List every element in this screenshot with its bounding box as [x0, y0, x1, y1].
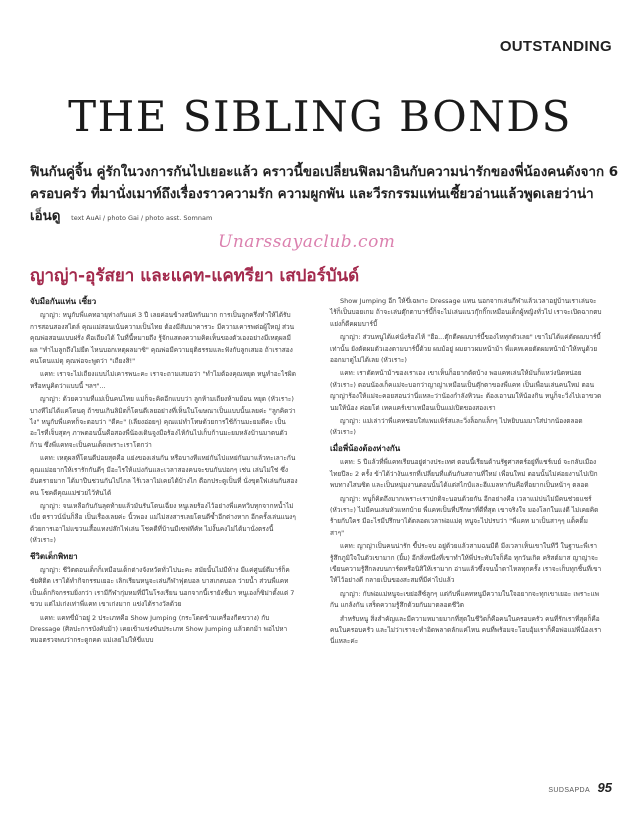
body-paragraph: แคท: แคทขี่ม้าอยู่ 2 ประเภทคือ Show Jumping (กระโดดข้ามเครื่องกีดขวาง) กับ Dressage (ศิลปะการบังคับม้า) เคยเข้าแข่งขันประเภท Show Jumping แล้วตกม้า พอไปหาหมอตรวจพบว่ากระดูกคด แม่เลยไม่ให้ขี่แบบ	[30, 613, 288, 645]
body-paragraph: ญาญ่า: หนูกับพี่แคทอายุห่างกันแค่ 3 ปี เลยค่อนข้างสนิทกันมาก การเป็นลูกครึ่งทำให้ได้รับการสอนสองสไตล์ คุณแม่สอนเน้นความเป็นไทย ต้องมีสัมมาคารวะ มีความเคารพต่อผู้ใหญ่ ส่วนคุณพ่อสอนแบบฝรั่ง คือเถียงได้ ในที่นี้หมายถึง รู้จักแสดงความคิดเห็นของตัวเองอย่างมีเหตุผลมีผล "ทำไมลูกถึงไม่ยืด ไหนบอกเหตุผลมาซิ" คุณพ่อมีความยุติธรรมและฟังกับลูกเสมอ ถ้าเราสองคนโดนแม่ดุ คุณพ่อจะพูดว่า "เถียงสิ!"	[30, 311, 295, 366]
subsection-heading: ชีวิตเด็กพิทยา	[30, 551, 78, 561]
names-heading: ญาญ่า-อุรัสยา และแคท-แคทรียา เสปอร์บันด์	[30, 266, 360, 286]
subsection-heading: จับมือกันแท่น เซี้ยว	[30, 297, 97, 306]
body-paragraph: ญาญ่า: ด้วยความที่แม่เป็นคนไทย แม่ก็จะคิดอีกแบบว่า ลูกห้ามเถียงห้ามย้อน หยุด (หัวเราะ) บางทีไม่ได้แค่โดนดุ ถ้าขนเกินลิมิตก็โดนตีเลยอย่างที่เห็นในโฆษณาเป็นแบบนั้นเลยค่ะ "ลูกคิดว่าไง" หนูกับพี่แคทก็จะตอบว่า "ดีคะ" (เลียงอ่อยๆ) คุณแม่ทำโทษด้วยการใช้ก้านมะยมตีคะ เป็นอะไรที่เจ็บสุดๆ ภาพตอนนั้นคือสองพี่น้องเดินจูงมือร้องไห้กันไปเก็บก้านมะยมหลังบ้านมาตนตัวก้าน ซึ่งพี่แคทจะเป็นคนเด็ดเพราะเราโตกว่า	[30, 395, 296, 449]
watermark: Unarssayaclub.com	[218, 232, 396, 252]
page-footer	[548, 779, 612, 797]
body-paragraph: Show Jumping อีก ให้ขี่เฉพาะ Dressage แทน นอกจากเล่นกีฬาแล้วเวลาอยู่บ้านเราเล่นจะไร้ก็เป็นบอยเกม ถ้าจะเล่นตุ๊กตาบาร์บี้ก็จะไม่เล่นแนวกุ๊กกิ๊กเหมือนเด็กผู้หญิงทั่วไป เราจะเปิดฉากตบแย่งก็ดีคผมบาร์บี้	[330, 297, 602, 328]
photo-credits: text AuAi / photo Gai / photo asst. Somnam	[71, 214, 213, 222]
body-paragraph: ญาญ่า: กับพ่อแม่หนูจะเขย่อสีซ์ลูกๆ แต่กับพี่แคทหนูมีความในใจอยากจะทุกเขาเยอะ เพราะแพกัน แกล้งกัน เสร็ดความรู้สึกด้วยกันมาตลอดชีวิต	[330, 589, 599, 610]
body-paragraph: แคท: เหตุผลที่โดนตีบ่อยสุดคือ แย่งของเล่นกัน หรือบางทีแหย่กันไปแหย่กันมาแล้วทะเลาะกัน คุณแม่อยากให้เรารักกันดีๆ มีอะไรให้แบ่งกันและเวลาสองคนจะขนกันบ่อกๆ เช่น เล่นไม่ใช่ ซึ่งอันตรายมาก ได้มาปืนชวนกันไปไกล ไร้เวลาไม่เคยได้บ้างไก ตือกประตูเป็นที่ นั่งขุดใฟเล่นกันสองคน โชคดีคุณแม่ช่วยไว้ทันได้	[30, 454, 298, 497]
body-paragraph: แคท: เราจะไม่เถียงแบบไม่เคารพนะคะ เราจะถามเสมอว่า "ทำไมต้องคุณหยุด หนูทำอะไรผิด หรือหนูคิดว่าแบบนี้ ฯลฯ"...	[30, 370, 296, 390]
publication-name: SUDSAPDA	[548, 787, 591, 794]
left-column	[30, 296, 298, 649]
body-paragraph: แคท: เราตัดหน้าม้าของเราเอง เขาเห็นก็อยากตัดบ้าง พอแคทเล่นให้มันก็แหว่งนิดหน่อย (หัวเราะ) ตอนน้องเก็คแม่จะบอกว่าญาญ่าเหมือนเป็นตุ๊กตาของพี่แคท เป็นเพื่อนเล่นคนใหม่ ตอนญาญ่าร้องให้แม่จะคอยสอนว่านี่แหละว่าน้องกำลังหิวนะ ต้องเอานมให้น้องกิน หนูก็จะวิ่งไปเอาขวดนมให้น้อง ค่อยโต่ เทคแคร์เขาเหมือนเป็นแม่เปิดของสองเรา	[330, 369, 602, 412]
subsection-heading: เมื่อพี่น้องต้องห่างกัน	[330, 443, 401, 453]
body-paragraph: ญาญ่า: แม่เล่าว่าพี่แคทชอบใส่แพมเพิร์สและวิ่งล็อกแล็กๆ ไปหยิบนมมาใส่ปากน้องตลอด (หัวเราะ)	[330, 417, 583, 437]
right-column	[330, 296, 602, 650]
body-paragraph: ญาญ่า: หนูก็คิดถึงมากเพราะเราปกติจะนอนด้วยกัน อีกอย่างคือ เวลาแม่บ่นไม่มีคนช่วยแชร์ (หัวเราะ) ไม่มีคนเล่นหัวแหกบ้าย พี่แคทเป็นที่ปรึกษาที่ดีที่สุด เขาจริงใจ มองโลกในแง่ดี ไม่เคยคิดร้ายกับใคร มีอะไรมีปรึกษาได้ตลอดเวลาพ่อแม่ดุ หนูจะไปปรบว่า "พี่แคท มาเป็นสาๆๆ แด็คติ้มสาๆ"	[330, 494, 599, 537]
page-number: 95	[597, 780, 612, 795]
lead-paragraph	[30, 162, 620, 229]
lead-text: ฟินกันคู่จิ้น คู่รักในวงการกันไปเยอะแล้ว คราวนี้ขอเปลี่ยนฟิลมาอินกับความน่ารักของพี่น้องคนดังจาก 6 ครอบครัว ที่มานั่งเมาท์ถึงเรื่องราวความรัก ความผูกพัน และวีรกรรมแท่นเซี้ยวอ่านแล้วพูดเลยว่าน่าเอ็นดู	[30, 165, 619, 224]
body-paragraph: ญาญ่า: ส่วนหนูได้แค่นั่งร้องไห้ "ฮือ...ตุ๊กตีคผมบาร์บี้ของไหทุกตัวเลย" เขาไม่ได้แค่ตัดผมบาร์บี้เท่านั้น ยังตัดผมตัวเองตามบาร์บี้ด้วย ผมม้อยู่ ผมยาวผมหน้าม้า พี่แคทเคยตัดผมหน้าม้าให้หนูด้วย ออกมาดูไม่ได้เลย (หัวเราะ)	[330, 333, 601, 365]
body-paragraph: สำหรับหนู สิ่งสำคัญและมีความหมายมากที่สุดในชีวิตก็คือคนในครอบครัว คนที่รักเราที่สุดก็คือคนในครอบครัว และไม่ว่าเราจะทำอิดพลาดลักแค่ไหน คนที่พร้อมจะโอบอุ้มเราก็คือพ่อแม่พี่น้องเรานี่แหละค่ะ	[330, 614, 602, 646]
body-paragraph: แคท: ญาญ่าเป็นคนน่ารัก ขี้ประจบ อยู่ด้วยแล้วสามฉนมีดี มีงเวลาเห็นเขาในทีวี ในฐานะพี่เรารู้สึกภูมิใจในตัวเขามาก (ยิ้ม) อีกสิ่งหนึ่งที่เขาทำให้พี่ประทับใจก็คือ ทุกวันเกิด คริสต์มาส ญาญ่าจะเขียนความรู้สึกลงบนการ์ดหรือนิสิให้เรามาก อ่านแล้วซึ้งจนน้ำตาไหลทุกครั้ง เราจะเก็บทุกชิ้นที่เขาให้ไว้อย่างดี กลายเป็นของสะสมที่มีค่าไปแล้ว	[330, 542, 602, 585]
section-label: OUTSTANDING	[499, 38, 612, 55]
body-paragraph: ญาญ่า: จนเหลือกันกันลุดท้ายแล้วมันรันโดนเฉี่ยง หนูเลยร้องไว้อย่างพี่แคทวิบทุกจากหน้ำไม่เบี่ย ตราวน์นั่นก็ลือ เป็นเรื่องเลยค่ะ นิ้วพอง แม่ไม่สงสารเลยโดนตีซ้ำอีกต่างหาก อีกครั้งเล่นแนงๆ ด้วยการเอาไม่แขวนเสื้อแทงปล๊กไฟเล่น โชคดีที่บ้านมีเซฟทีคัท ไม่งั้นคงไม่ได้มานั่งตรงนี้ (หัวเราะ)	[30, 501, 296, 545]
body-paragraph: ญาญ่า: ชีวิตตอนเด็กก็เหมือนเด็กต่างจังหวัดทั่วไปนะคะ สมัยนั้นไม่มีห้าง มีแค่ศูนย์ดีมาร์ก็ค ชัยศิติด เราได้ทำกิจกรรมเยอะ เลิกเรียนหนูจะเล่นกีฬาฟุตบอล บาสเกตบอล ว่ายน้ำ ส่วนพี่แคทเป็นเด็กกิจกรรมยิ่งกว่า เรามีกีฬากุ่มหมที่มีในโรงเรียน นอกจากนี้เรายังชื่มา หนูเองก็ซิม่าตั้งแต่ 7 ขวบ แต่ไม่เก่งเท่าพี่แคท เขาเก่งมาก แข่งได้รางวัลด้วย	[30, 565, 295, 609]
body-paragraph: แคท: 5 ปีแล้วที่พี่แคทเรียนอยู่ต่างประเทศ ตอนนี้เรียนด้านรัฐศาสตร์อยู่ที่แชร์เบย์ จะกลับเมืองไทยปีละ 2 ครั้ง ข้าได้ว่างันแรกที่เปลี่ยนที่แต้นกันสถานที่ใหม่ เพื่อนใหม่ ตอนนั้นไม่ค่อยงานไปเปิกพบทางไสนซิด และเป็นหนุ่มงานตอนนั้นได้แต่สไกป์และฮีแมลหากันคือที่อยากเป็นหน้าๆ ตลอด	[330, 458, 598, 490]
article-title: THE SIBLING BONDS	[68, 92, 572, 141]
